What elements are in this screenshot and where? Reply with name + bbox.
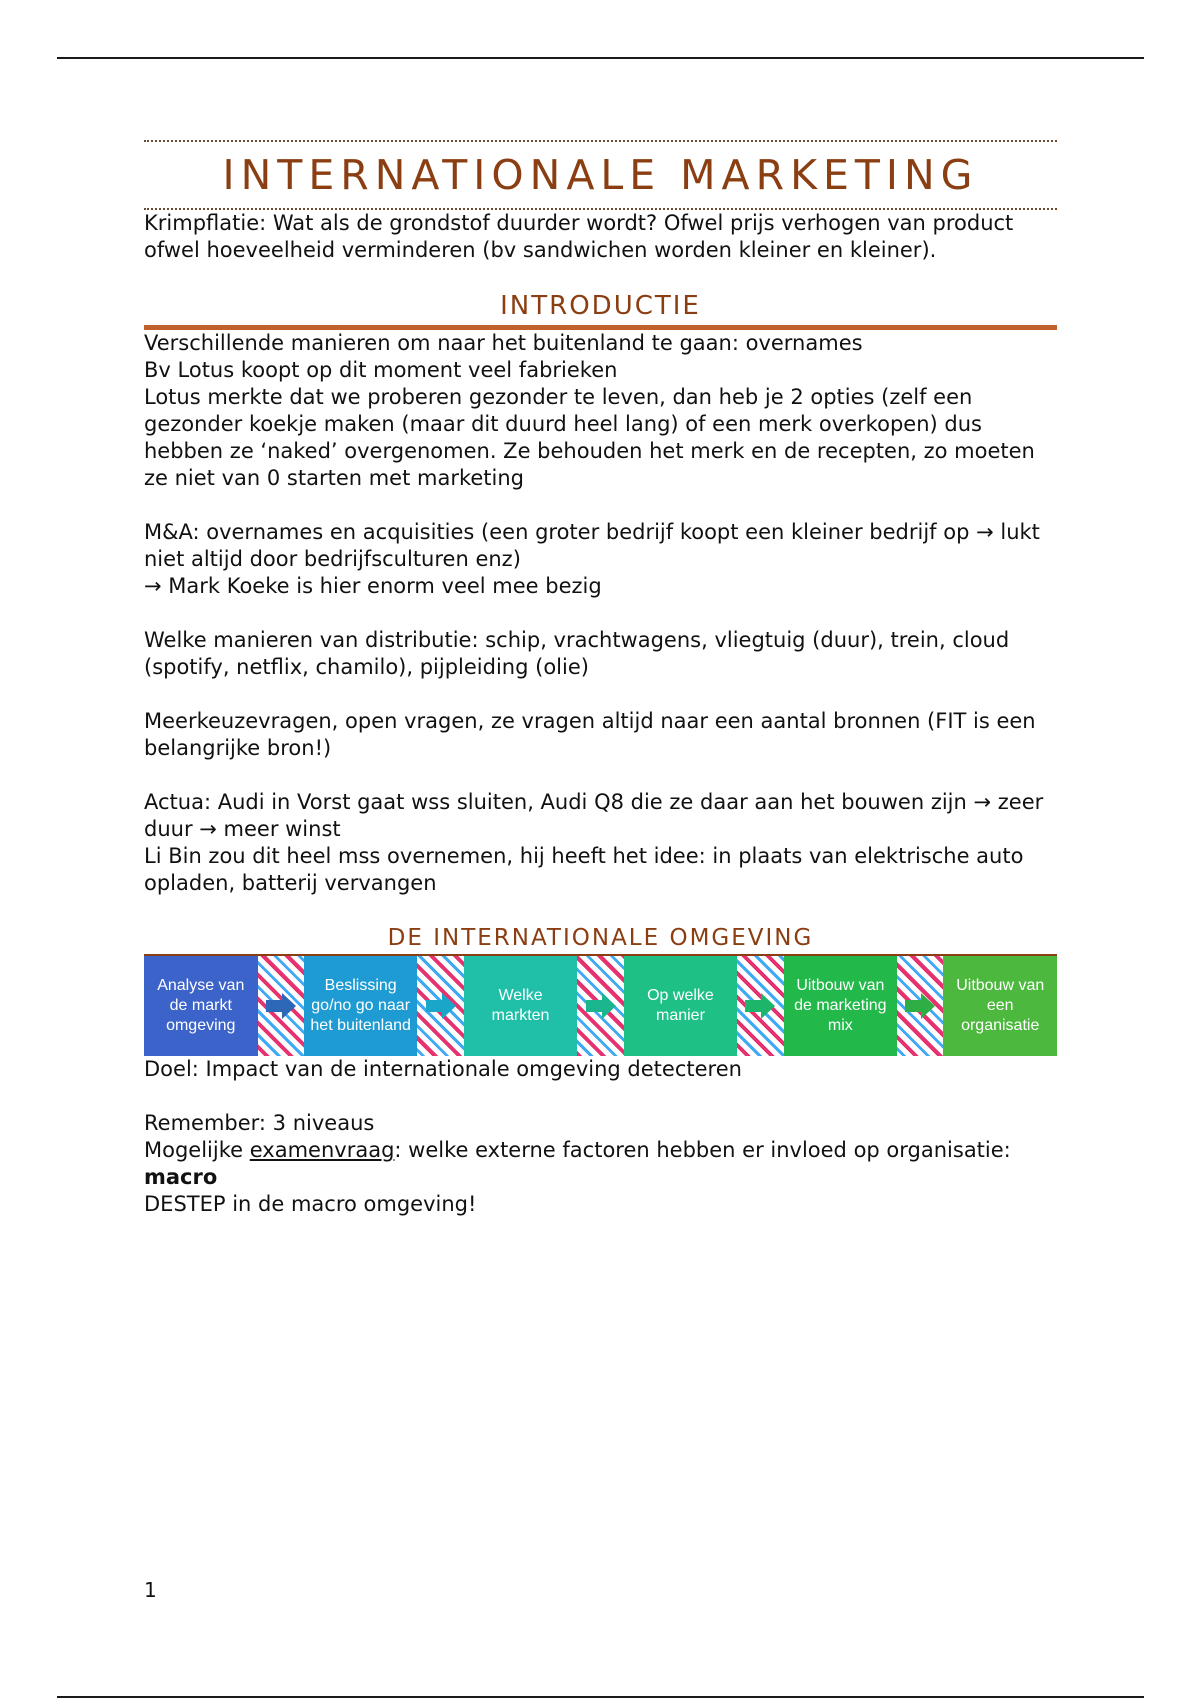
process-step-label: Uitbouw van een organisatie <box>956 977 1045 1034</box>
exam-prefix: Mogelijke <box>144 1138 250 1162</box>
document-title: INTERNATIONALE MARKETING <box>222 151 979 199</box>
destep-line: DESTEP in de macro omgeving! <box>144 1192 477 1216</box>
page-number: 1 <box>144 1578 157 1602</box>
actua-line-1: Actua: Audi in Vorst gaat wss sluiten, Audi Q8 die ze daar aan het bouwen zijn → zeer duur → meer winst <box>144 790 1044 841</box>
goal-line: Doel: Impact van de internationale omgeving detecteren <box>144 1057 742 1081</box>
process-step-label: Welke markten <box>491 987 550 1024</box>
process-step-4 <box>624 956 738 1056</box>
arrow-right-icon <box>737 956 783 1056</box>
intro-paragraph: Krimpflatie: Wat als de grondstof duurder wordt? Ofwel prijs verhogen van product ofwel hoeveelheid verminderen (bv sandwichen worden kleiner en kleiner). <box>144 211 1014 262</box>
process-step-6 <box>943 956 1057 1056</box>
arrow-right-icon <box>577 956 623 1056</box>
exam-paragraph: Meerkeuzevragen, open vragen, ze vragen altijd naar een aantal bronnen (FIT is een belangrijke bron!) <box>144 709 1036 760</box>
exam-underlined: examenvraag <box>249 1138 395 1162</box>
process-step-5 <box>784 956 898 1056</box>
ma-line-2: → Mark Koeke is hier enorm veel mee bezig <box>144 574 602 598</box>
intro-line-1: Verschillende manieren om naar het buitenland te gaan: overnames <box>144 331 863 355</box>
section-heading-omgeving: DE INTERNATIONALE OMGEVING <box>144 925 1057 956</box>
process-diagram <box>144 956 1057 1056</box>
process-step-3 <box>464 956 578 1056</box>
exam-question-line <box>144 1137 1057 1191</box>
process-step-2 <box>304 956 418 1056</box>
intro-line-2: Bv Lotus koopt op dit moment veel fabrieken <box>144 358 618 382</box>
remember-line: Remember: 3 niveaus <box>144 1111 375 1135</box>
footer-rule <box>57 1696 1144 1698</box>
document-body <box>144 140 1057 1218</box>
ma-line-1: M&A: overnames en acquisities (een groter bedrijf koopt een kleiner bedrijf op → lukt niet altijd door bedrijfsculturen enz) <box>144 520 1040 571</box>
exam-bold: macro <box>144 1165 218 1189</box>
arrow-right-icon <box>417 956 463 1056</box>
exam-rest: : welke externe factoren hebben er invloed op organisatie: <box>394 1138 1011 1162</box>
intro-line-3: Lotus merkte dat we proberen gezonder te leven, dan heb je 2 opties (zelf een gezonder koekje maken (maar dit duurd heel lang) of een merk overkopen) dus hebben ze ‘naked’ overgenomen. Ze behouden het merk en de recepten, zo moeten ze niet van 0 starten met marketing <box>144 385 1035 490</box>
process-step-label: Uitbouw van de marketing mix <box>794 977 887 1034</box>
process-step-label: Op welke manier <box>647 987 714 1024</box>
process-step-1 <box>144 956 258 1056</box>
process-step-label: Beslissing go/no go naar het buitenland <box>310 977 411 1034</box>
process-step-label: Analyse van de markt omgeving <box>157 977 245 1034</box>
distribution-paragraph: Welke manieren van distributie: schip, vrachtwagens, vliegtuig (duur), trein, cloud (spotify, netflix, chamilo), pijpleiding (olie) <box>144 628 1010 679</box>
arrow-right-icon <box>897 956 943 1056</box>
actua-line-2: Li Bin zou dit heel mss overnemen, hij heeft het idee: in plaats van elektrische auto opladen, batterij vervangen <box>144 844 1024 895</box>
arrow-right-icon <box>258 956 304 1056</box>
header-rule <box>57 57 1144 59</box>
title-box <box>144 140 1057 210</box>
section-heading-introductie: INTRODUCTIE <box>144 291 1057 330</box>
